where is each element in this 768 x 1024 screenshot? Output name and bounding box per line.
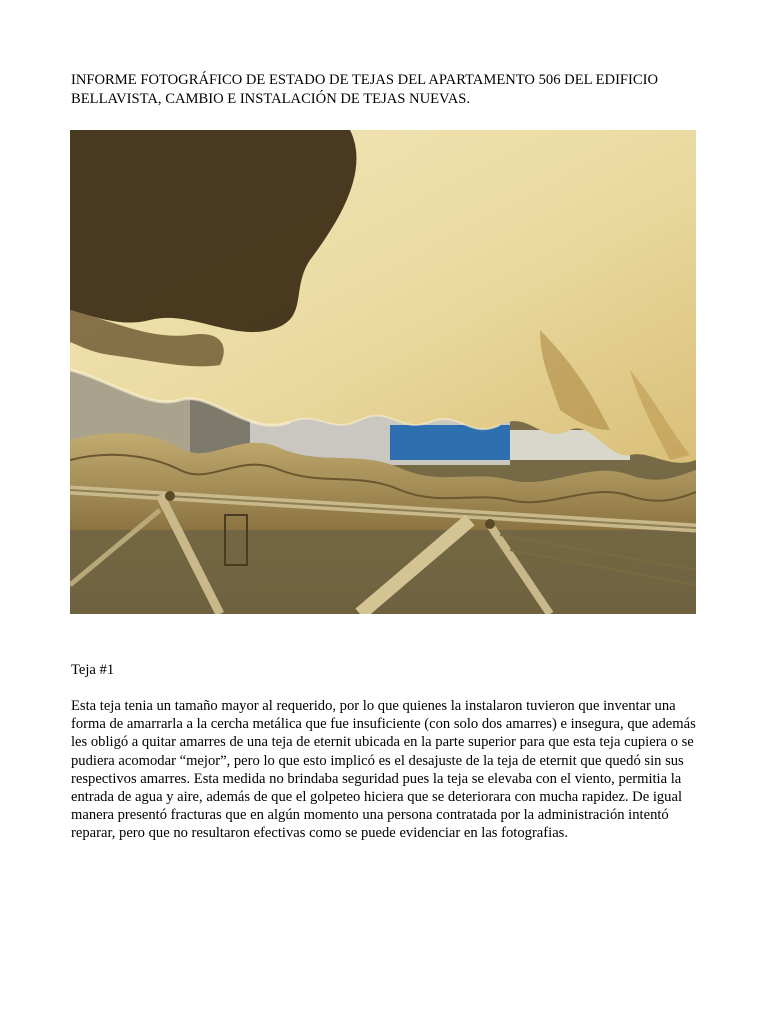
report-title: INFORME FOTOGRÁFICO DE ESTADO DE TEJAS DEL APARTAMENTO 506 DEL EDIFICIO BELLAVISTA, CAMBIO E INSTALACIÓN DE TEJAS NUEVAS. [71,72,659,107]
body-paragraph: Esta teja tenia un tamaño mayor al requerido, por lo que quienes la instalaron tuvieron que inventar una forma de amarrarla a la cercha metálica que fue insuficiente (con solo dos amarres) e insegura, que además les obligó a quitar amarres de una teja de eternit ubicada en la parte superior para que esta teja cupiera o se pudiera acomodar “mejor”, pero lo que esto implicó es el desajuste de la teja de eternit que quedó sin sus respectivos amarres. Esta medida no brindaba seguridad pues la teja se elevaba con el viento, permitia la entrada de agua y aire, además de que el golpeteo hiciera que se deteriorara con mucha rapidez. De igual manera presentó fracturas que en algún momento una persona contratada por la administración intentó reparar, pero que no resultaron efectivas como se puede evidenciar en las fotografias. [71,698,696,842]
roof-tile-photo-illustration [70,130,696,614]
roof-tile-photo [70,130,696,614]
section-heading: Teja #1 [71,662,115,678]
